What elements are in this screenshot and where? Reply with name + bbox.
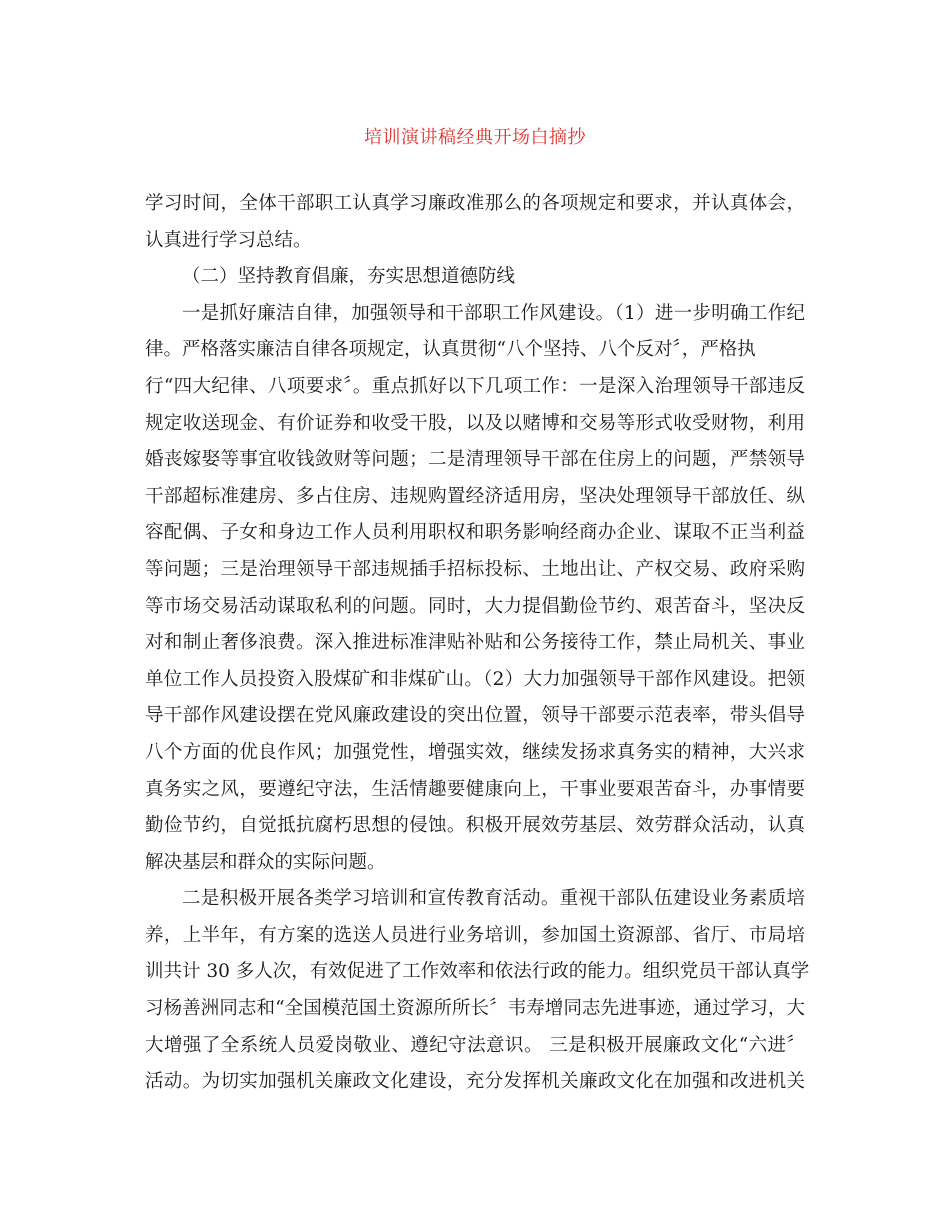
text-line: 导干部作风建设摆在党风廉政建设的突出位置，领导干部要示范表率，带头倡导 [145, 705, 805, 727]
text-line: 等市场交易活动谋取私利的问题。同时，大力提倡勤俭节约、艰苦奋斗，坚决反 [145, 595, 805, 617]
document-body [145, 186, 810, 1101]
text-line: 真务实之风，要遵纪守法，生活情趣要健康向上，干事业要艰苦奋斗，办事情要 [145, 778, 805, 800]
text-line: 养，上半年，有方案的选送人员进行业务培训，参加国土资源部、省厅、市局培 [145, 924, 805, 946]
text-line: 容配偶、子女和身边工作人员利用职权和职务影响经商办企业、谋取不正当利益 [145, 522, 805, 544]
text-line: 学习时间，全体干部职工认真学习廉政准那么的各项规定和要求，并认真体会， [145, 193, 805, 214]
text-line: 单位工作人员投资入股煤矿和非煤矿山。（2）大力加强领导干部作风建设。把领 [145, 668, 805, 690]
text-line: 婚丧嫁娶等事宜收钱敛财等问题；二是清理领导干部在住房上的问题，严禁领导 [145, 449, 805, 471]
text-line: 认真进行学习总结。 [145, 229, 312, 251]
text-line: 律。严格落实廉洁自律各项规定，认真贯彻“八个坚持、八个反对〞，严格执 [145, 339, 756, 361]
text-line: 解决基层和群众的实际问题。 [145, 851, 386, 873]
text-line: （二）坚持教育倡廉，夯实思想道德防线 [182, 266, 516, 288]
text-line: 一是抓好廉洁自律，加强领导和干部职工作风建设。（1）进一步明确工作纪 [182, 302, 805, 324]
text-line: 行“四大纪律、八项要求〞。重点抓好以下几项工作：一是深入治理领导干部违反 [145, 375, 805, 397]
text-line: 对和制止奢侈浪费。深入推进标准津贴补贴和公务接待工作，禁止局机关、事业 [145, 632, 805, 654]
text-line: 八个方面的优良作风；加强党性，增强实效，继续发扬求真务实的精神，大兴求 [145, 741, 805, 763]
text-line: 二是积极开展各类学习培训和宣传教育活动。重视干部队伍建设业务素质培 [182, 888, 805, 910]
text-line: 勤俭节约，自觉抵抗腐朽思想的侵蚀。积极开展效劳基层、效劳群众活动，认真 [145, 815, 805, 837]
text-line: 习杨善洲同志和“全国模范国土资源所所长〞韦寿增同志先进事迹，通过学习，大 [145, 998, 805, 1020]
text-line: 等问题；三是治理领导干部违规插手招标投标、土地出让、产权交易、政府采购 [145, 558, 805, 580]
text-line: 训共计 30 多人次，有效促进了工作效率和依法行政的能力。组织党员干部认真学 [145, 961, 810, 983]
text-line: 活动。为切实加强机关廉政文化建设，充分发挥机关廉政文化在加强和改进机关 [145, 1071, 805, 1093]
text-line: 干部超标准建房、多占住房、违规购置经济适用房，坚决处理领导干部放任、纵 [145, 485, 805, 507]
document-title: 培训演讲稿经典开场白摘抄 [364, 127, 586, 148]
text-line: 大增强了全系统人员爱岗敬业、遵纪守法意识。 三是积极开展廉政文化“六进〞 [145, 1034, 805, 1056]
text-line: 规定收送现金、有价证券和收受干股，以及以赌博和交易等形式收受财物，利用 [145, 412, 805, 434]
